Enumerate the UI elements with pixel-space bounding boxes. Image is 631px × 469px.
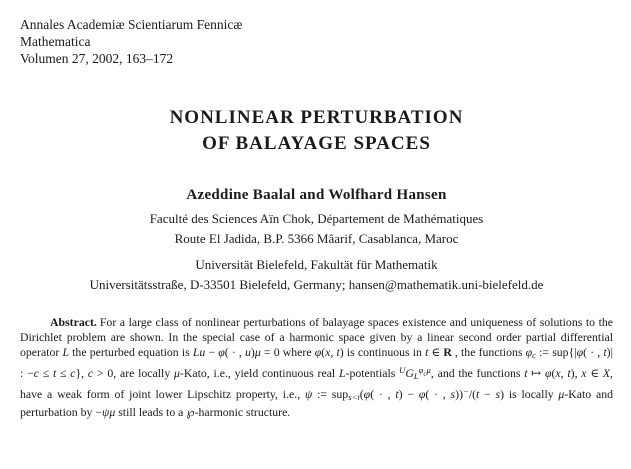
abstract-segment: u	[245, 344, 251, 359]
abstract-segment: φ	[525, 344, 533, 359]
abstract-segment: c	[532, 349, 536, 360]
abstract-segment: -potentials	[345, 365, 400, 380]
affiliation-line: Faculté des Sciences Aïn Chok, Département de Mathématiques	[149, 211, 484, 226]
abstract-segment: μ	[254, 344, 261, 359]
authors-line: Azeddine Baalal and Wolfhard Hansen	[186, 187, 447, 203]
abstract-segment: t	[52, 365, 57, 380]
abstract-segment: )	[250, 344, 255, 359]
abstract-segment: t	[476, 386, 480, 401]
abstract-segment: x	[581, 365, 587, 380]
abstract-segment: (	[321, 344, 326, 359]
abstract-segment: = 0 where	[260, 344, 315, 359]
abstract-segment: −	[205, 344, 219, 359]
abstract-segment: φ	[544, 365, 552, 380]
abstract-segment: > 0, are locally	[93, 365, 174, 380]
abstract-segment: := sup{|	[535, 344, 577, 359]
abstract-segment: := sup	[312, 386, 349, 401]
abstract-segment: μ	[174, 365, 180, 380]
abstract-segment: c	[423, 369, 427, 378]
affiliation-line: Route El Jadida, B.P. 5366 Mâarif, Casablanca, Maroc	[174, 231, 459, 246]
abstract-segment: U	[399, 364, 406, 375]
affiliation-casablanca	[20, 209, 613, 249]
abstract-segment: ( · ,	[224, 344, 245, 359]
abstract-segment: t	[425, 344, 429, 359]
abstract-segment: μ	[558, 386, 565, 401]
abstract-segment: φ	[314, 344, 322, 359]
abstract-segment: ψμ	[102, 404, 116, 419]
abstract-segment: ( · ,	[583, 344, 604, 359]
abstract-segment: -Kato and perturbation by −	[20, 386, 614, 419]
abstract-segment: c	[33, 365, 39, 380]
abstract-segment: ψ	[304, 386, 313, 401]
abstract-segment: Lu	[192, 344, 206, 359]
abstract-paragraph	[20, 315, 613, 419]
abstract-segment: φ	[418, 386, 426, 401]
abstract-segment: x, t	[555, 365, 571, 380]
abstract-segment: s<t	[348, 391, 360, 402]
abstract-segment: s	[495, 386, 501, 401]
abstract-segment: -Kato, i.e., yield continuous real	[179, 365, 339, 380]
abstract-segment: −	[463, 385, 469, 396]
abstract-segment: φ	[218, 344, 225, 359]
abstract-segment: /(	[468, 386, 477, 401]
abstract-segment: s	[450, 386, 456, 401]
abstract-segment: R	[443, 344, 452, 359]
affiliation-line: Universität Bielefeld, Fakultät für Mathematik	[195, 257, 438, 272]
abstract-segment: φ	[576, 344, 584, 359]
abstract-segment: μ	[426, 364, 431, 375]
abstract-segment: ) −	[398, 386, 419, 401]
abstract-segment: ∈	[586, 365, 603, 380]
journal-volume: Volumen 27, 2002, 163–172	[20, 51, 174, 66]
abstract-segment: x, t	[325, 344, 340, 359]
abstract-segment: (	[551, 365, 556, 380]
abstract-segment: ↦	[527, 365, 545, 380]
abstract-segment: For a large class of nonlinear perturbations of balayage spaces existence and uniqueness of solutions to the Dirichlet problem are shown. In the special case of a harmonic space given by a linear second order partial differential operator	[20, 315, 613, 359]
abstract-segment: , have a weak form of joint lower Lipschitz property, i.e.,	[20, 365, 613, 401]
journal-name: Annales Academiæ Scientiarum Fennicæ	[20, 17, 243, 32]
abstract-segment: Abstract.	[50, 315, 97, 329]
title-line-2: OF BALAYAGE SPACES	[202, 133, 431, 154]
abstract-segment: L	[62, 344, 70, 359]
abstract-segment: ),	[570, 365, 582, 380]
abstract-segment: −	[479, 386, 496, 401]
journal-header	[20, 16, 613, 67]
paper-title	[20, 105, 613, 157]
abstract-segment: ≤	[38, 365, 53, 380]
abstract-segment: ≤	[56, 365, 71, 380]
abstract-segment: ) is continuous in	[339, 344, 426, 359]
abstract-segment: ) is locally	[500, 386, 559, 401]
abstract-segment: c	[70, 365, 76, 380]
abstract-segment: , and the functions	[430, 365, 525, 380]
abstract-segment: },	[75, 365, 88, 380]
abstract-segment: t	[603, 344, 607, 359]
abstract-segment: φ	[418, 364, 424, 375]
abstract-segment: , the functions	[454, 344, 526, 359]
abstract-segment: ( · ,	[425, 386, 451, 401]
abstract-segment: X	[602, 365, 611, 380]
abstract-segment: ℘	[186, 404, 195, 419]
affiliation-bielefeld	[20, 255, 613, 295]
abstract-segment: φ	[363, 386, 371, 401]
title-line-1: NONLINEAR PERTURBATION	[169, 107, 464, 128]
abstract-text	[20, 315, 613, 419]
abstract-segment: c	[87, 365, 94, 380]
abstract-segment: ))	[455, 386, 463, 401]
abstract-segment: G	[405, 365, 414, 380]
abstract-segment: ∈	[428, 344, 444, 359]
abstract-segment: L	[413, 370, 419, 381]
abstract-segment: L	[338, 365, 346, 380]
abstract-segment: )| : −	[20, 344, 613, 380]
affiliation-line-email: Universitätsstraße, D-33501 Bielefeld, Germany; hansen@mathematik.uni-bielefeld.de	[89, 277, 544, 292]
abstract-segment: (	[359, 386, 364, 401]
abstract-segment: the perturbed equation is	[69, 344, 193, 359]
journal-series: Mathematica	[20, 34, 91, 49]
abstract-segment: -harmonic structure.	[194, 404, 291, 419]
abstract-segment: t	[395, 386, 399, 401]
abstract-segment: still leads to a	[115, 404, 187, 419]
abstract-segment: t	[524, 365, 528, 380]
abstract-segment: ( · ,	[370, 386, 396, 401]
